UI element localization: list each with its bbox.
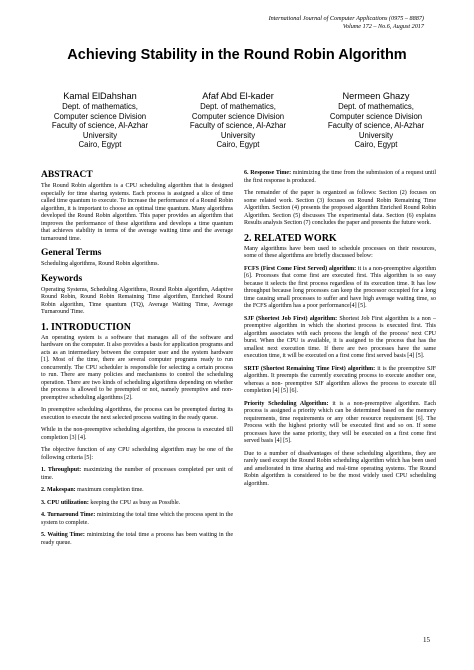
criteria-item (244, 170, 436, 185)
abstract-heading: ABSTRACT (41, 170, 93, 180)
author-block (40, 91, 436, 150)
keywords-text: Operating Systems, Scheduling Algorithms, Round Robin algorithm, Adaptive Round Robin, Round Robin Remaining Time algorithm, Enriched Round Robin algorithm, Time quantum (TQ), Average Waiting Time, Average Turnaround Time. (41, 286, 233, 315)
page-number: 15 (423, 636, 430, 644)
author-1 (40, 91, 160, 150)
author-name: Nermeen Ghazy (342, 91, 410, 101)
author-city: Cairo, Egypt (216, 140, 260, 149)
round-robin-paragraph: Due to a number of disadvantages of these scheduling algorithms, they are rarely used except the Round Robin scheduling algorithm which has been used and ameliorated in time sharing and real-time operating systems. The Round Robin algorithm is considered to be the most widely used CPU scheduling algorithm. (244, 450, 436, 487)
author-name: Kamal ElDahshan (63, 91, 137, 101)
algorithm-label: FCFS (First Come First Served) algorithm: (244, 265, 357, 272)
algorithm-srtf (244, 366, 436, 396)
algorithm-text: it is a non-preemptive algorithm [6]. Processes that come first are executed first. This algorithm is so easy because it selects the first process regardless of its execution time. It has low throughput because long processes can keep the processor occupied for a long time causing small processes to suffer and have high average waiting time, so the FCFS algorithm has a poor performance[4] [5]. (244, 265, 436, 309)
algorithm-label: Priority Scheduling Algorithm: (244, 400, 329, 407)
author-2 (178, 91, 298, 150)
criteria-text: minimizing the total time which the process spent in the system to complete. (41, 512, 233, 526)
author-faculty: Faculty of science, Al-Azhar (327, 121, 425, 130)
criteria-text: minimizing the time from the submission of a request until the first response is produced. (244, 170, 436, 184)
author-name: Afaf Abd El-kader (202, 91, 274, 101)
author-dept: Dept. of mathematics, (200, 102, 276, 111)
author-city: Cairo, Egypt (354, 140, 398, 149)
author-university: University (358, 130, 394, 140)
criteria-label: 6. Response Time: (244, 170, 292, 176)
intro-paragraph: In preemptive scheduling algorithms, the process can be preempted during its execution to execute the next selected process waiting in the ready queue. (41, 407, 233, 421)
criteria-item (41, 467, 233, 482)
journal-citation: International Journal of Computer Applications (0975 – 8887) (268, 15, 424, 22)
algorithm-sjf (244, 316, 436, 361)
algorithm-priority (244, 401, 436, 446)
author-division: Computer science Division (53, 111, 147, 121)
criteria-text: maximizing the number of processes completed per unit of time. (41, 467, 233, 481)
right-column (244, 170, 436, 493)
criteria-item (41, 512, 233, 527)
related-work-heading: 2. RELATED WORK (244, 232, 337, 244)
algorithm-label: SRTF (Shortest Remaining Time First) algorithm: (244, 365, 376, 372)
criteria-text: minimizing the total time a process has been waiting in the ready queue. (41, 532, 233, 546)
journal-volume: Volume 172 – No.6, August 2017 (342, 23, 424, 30)
criteria-label: 3. CPU utilization: (41, 499, 89, 506)
intro-paragraph: While in the non-preemptive scheduling algorithm, the process is executed till completion [3] [4]. (41, 427, 233, 441)
author-city: Cairo, Egypt (78, 140, 122, 149)
algorithm-text: Shortest Job First algorithm is a non – preemptive algorithm in which the shortest process is executed first. This algorithm associates with each process the length of the process' next CPU burst. When the CPU is available, it is assigned to the process that has the smallest next execution time. If there are two processes have the same execution time, it will be executed on a first come first served basis [4] [5]. (244, 315, 437, 359)
author-dept: Dept. of mathematics, (338, 102, 414, 111)
left-column (41, 170, 233, 552)
general-terms-text: Scheduling algorithms, Round Robin algorithms. (41, 261, 159, 267)
criteria-text: keeping the CPU as busy as Possible. (88, 499, 181, 506)
criteria-item (41, 487, 233, 495)
organization-paragraph: The remainder of the paper is organized as follows: Section (2) focuses on some related work. Section (3) focuses on Round Robin Remaining Time Algorithm. Section (4) presents the proposed algorithm Enriched Round Robin Algorithm. Section (5) discusses The experimental data. Section (6) explains Results analysis Section (7) concludes the paper and presents the future work. (244, 190, 436, 226)
author-faculty: Faculty of science, Al-Azhar (51, 121, 149, 130)
intro-paragraph: An operating system is a software that manages all of the software and hardware on the computer. It also provides a basis for application programs and acts as an intermediary between the computer user and the system hardware [1]. Most of the time, there are several computer programs ready to run concurrently. The CPU scheduler is responsible for selecting a certain process to run. There are many policies and mechanisms to control the scheduling operation. There are two kinds of scheduling algorithms depending on whether the process is allowed to be preempted or not, namely preemptive and non-preemptive scheduling algorithms [2]. (41, 334, 233, 401)
algorithm-fcfs (244, 266, 436, 311)
criteria-text: maximum completion time. (75, 487, 144, 493)
author-3 (316, 91, 436, 150)
author-division: Computer science Division (329, 111, 423, 121)
introduction-heading: 1. INTRODUCTION (41, 321, 132, 333)
author-university: University (82, 130, 118, 140)
author-division: Computer science Division (191, 111, 285, 121)
algorithm-text: it is the preemptive SJF algorithm. It preempts the currently executing process to execute another one, whereas a non- preemptive SJF algorithm allows the process to execute till completion [4] [5] [6]. (244, 365, 436, 394)
keywords-heading: Keywords (41, 273, 83, 284)
criteria-label: 1. Throughput: (41, 467, 82, 473)
algorithm-text: it is a non-preemptive algorithm. Each process is assigned a priority which can be determined based on the memory requirements, time requirements or any other resource requirement [6]. The Process with the highest priority will be executed first and so on. If some processes have the same priority, they will be executed on a first come first served basis [4] [5]. (244, 400, 436, 444)
general-terms-heading: General Terms (41, 248, 102, 258)
criteria-label: 5. Waiting Time: (41, 532, 85, 538)
criteria-item (41, 500, 233, 508)
paper-title: Achieving Stability in the Round Robin Algorithm (67, 47, 407, 63)
author-dept: Dept. of mathematics, (62, 102, 138, 111)
criteria-item (41, 532, 233, 547)
algorithm-label: SJF (Shortest Job First) algorithm: (244, 315, 338, 322)
criteria-label: 2. Makespan: (41, 487, 76, 493)
intro-paragraph: The objective function of any CPU scheduling algorithm may be one of the following criteria [5]: (41, 447, 233, 461)
related-work-intro: Many algorithms have been used to schedule processes on their resources, some of these algorithms are briefly discussed below: (244, 245, 436, 259)
abstract-text: The Round Robin algorithm is a CPU scheduling algorithm that is designed especially for time sharing systems. Each process is assigned a slice of time called time quantum to execute. To increase the performance of a Round Robin algorithm, it is important to choose an optimal time quantum. Many algorithms developed the Round Robin algorithm. This paper provides an algorithm that improves the performance of these algorithms and develops a time quantum that achieves stability in terms of the average waiting time and the average turnaround time. (41, 183, 233, 242)
author-university: University (220, 130, 256, 140)
criteria-label: 4. Turnaround Time: (41, 512, 96, 518)
author-faculty: Faculty of science, Al-Azhar (189, 121, 287, 130)
journal-header (269, 15, 424, 31)
